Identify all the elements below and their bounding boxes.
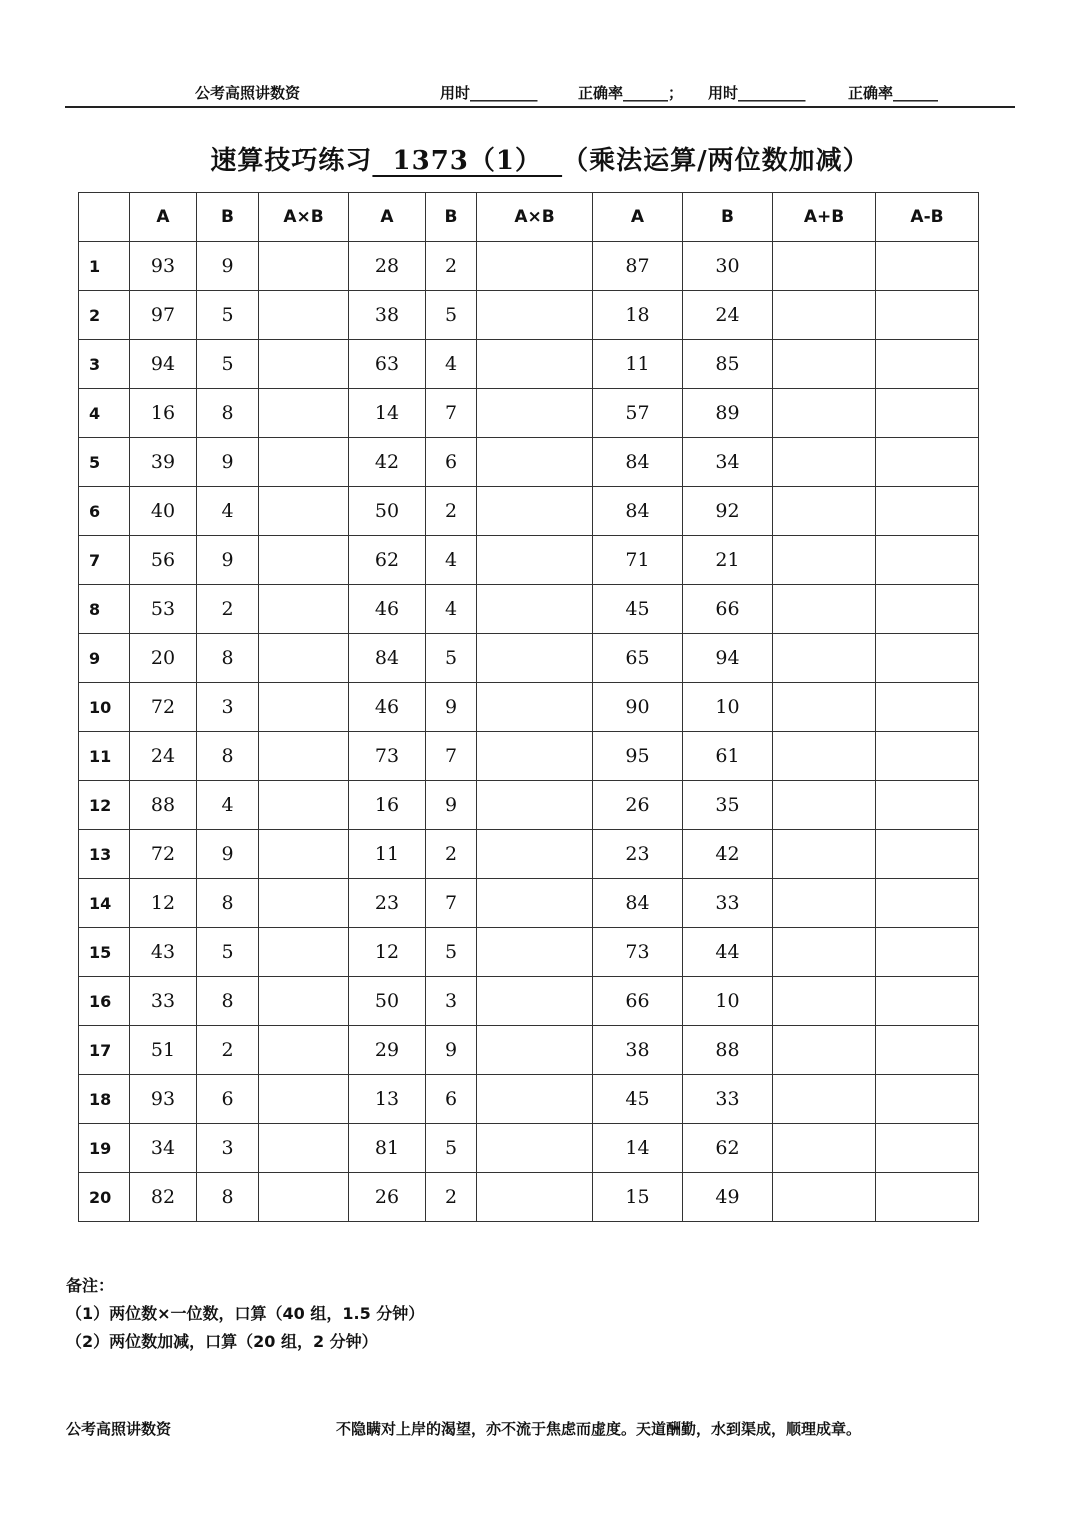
row-number: 19 [79,1124,130,1173]
operand-cell: 34 [683,438,773,487]
column-header: A [130,193,197,242]
operand-cell: 10 [683,977,773,1026]
answer-cell[interactable] [477,340,593,389]
answer-cell[interactable] [259,536,349,585]
answer-cell[interactable] [773,438,876,487]
answer-cell[interactable] [477,389,593,438]
table-row [79,585,979,634]
operand-cell: 81 [349,1124,426,1173]
operand-cell: 84 [593,879,683,928]
operand-cell: 56 [130,536,197,585]
operand-cell: 14 [349,389,426,438]
operand-cell: 30 [683,242,773,291]
answer-cell[interactable] [477,536,593,585]
column-header: B [426,193,477,242]
operand-cell: 90 [593,683,683,732]
answer-cell[interactable] [259,585,349,634]
page-title [0,140,1080,177]
operand-cell: 23 [593,830,683,879]
operand-cell: 50 [349,487,426,536]
answer-cell[interactable] [259,291,349,340]
column-header: A [349,193,426,242]
operand-cell: 11 [349,830,426,879]
answer-cell[interactable] [259,438,349,487]
operand-cell: 65 [593,634,683,683]
operand-cell: 9 [426,781,477,830]
operand-cell: 16 [349,781,426,830]
operand-cell: 50 [349,977,426,1026]
answer-cell[interactable] [876,928,979,977]
row-number: 5 [79,438,130,487]
answer-cell[interactable] [876,1173,979,1222]
title-code: 1373（1） [372,146,563,176]
row-number: 4 [79,389,130,438]
answer-cell[interactable] [477,683,593,732]
answer-cell[interactable] [876,1124,979,1173]
row-number: 16 [79,977,130,1026]
row-number: 10 [79,683,130,732]
table-row [79,536,979,585]
operand-cell: 66 [593,977,683,1026]
operand-cell: 2 [197,585,259,634]
operand-cell: 28 [349,242,426,291]
table-row [79,1075,979,1124]
operand-cell: 24 [683,291,773,340]
operand-cell: 29 [349,1026,426,1075]
table-row [79,781,979,830]
answer-cell[interactable] [259,242,349,291]
operand-cell: 8 [197,732,259,781]
answer-cell[interactable] [773,487,876,536]
answer-cell[interactable] [773,977,876,1026]
column-header: A-B [876,193,979,242]
table-row [79,340,979,389]
answer-cell[interactable] [477,291,593,340]
operand-cell: 2 [426,487,477,536]
note-line-2: （2）两位数加减，口算（20 组，2 分钟） [66,1332,378,1351]
answer-cell[interactable] [477,1173,593,1222]
row-number: 11 [79,732,130,781]
answer-cell[interactable] [876,291,979,340]
title-suffix: （乘法运算/两位数加减） [562,146,870,176]
operand-cell: 66 [683,585,773,634]
row-number: 12 [79,781,130,830]
operand-cell: 23 [349,879,426,928]
operand-cell: 8 [197,977,259,1026]
operand-cell: 3 [426,977,477,1026]
operand-cell: 84 [349,634,426,683]
operand-cell: 12 [349,928,426,977]
header-brand: 公考高照讲数资 [195,84,301,102]
operand-cell: 8 [197,389,259,438]
answer-cell[interactable] [876,1075,979,1124]
operand-cell: 26 [349,1173,426,1222]
operand-cell: 73 [349,732,426,781]
operand-cell: 9 [426,683,477,732]
answer-cell[interactable] [876,781,979,830]
answer-cell[interactable] [259,683,349,732]
operand-cell: 16 [130,389,197,438]
footer-motto: 不隐瞒对上岸的渴望，亦不流于焦虑而虚度。天道酬勤，水到渠成，顺理成章。 [336,1420,862,1438]
operand-cell: 94 [130,340,197,389]
operand-cell: 38 [593,1026,683,1075]
operand-cell: 2 [426,830,477,879]
row-number: 17 [79,1026,130,1075]
operand-cell: 5 [426,928,477,977]
operand-cell: 42 [349,438,426,487]
table-row [79,928,979,977]
operand-cell: 9 [197,830,259,879]
operand-cell: 63 [349,340,426,389]
row-number: 9 [79,634,130,683]
operand-cell: 62 [349,536,426,585]
column-header: A+B [773,193,876,242]
answer-cell[interactable] [477,438,593,487]
title-prefix: 速算技巧练习 [210,146,373,176]
answer-cell[interactable] [773,242,876,291]
operand-cell: 4 [426,585,477,634]
operand-cell: 92 [683,487,773,536]
operand-cell: 9 [197,242,259,291]
answer-cell[interactable] [876,536,979,585]
table-row [79,291,979,340]
operand-cell: 89 [683,389,773,438]
row-number: 13 [79,830,130,879]
operand-cell: 33 [683,879,773,928]
operand-cell: 9 [197,438,259,487]
page-header [65,78,1015,108]
column-header: A×B [259,193,349,242]
answer-cell[interactable] [773,879,876,928]
answer-cell[interactable] [773,732,876,781]
operand-cell: 6 [197,1075,259,1124]
answer-cell[interactable] [477,487,593,536]
answer-cell[interactable] [477,242,593,291]
operand-cell: 73 [593,928,683,977]
operand-cell: 5 [197,291,259,340]
operand-cell: 4 [426,340,477,389]
operand-cell: 10 [683,683,773,732]
operand-cell: 5 [197,928,259,977]
answer-cell[interactable] [259,1173,349,1222]
operand-cell: 45 [593,585,683,634]
answer-cell[interactable] [773,1075,876,1124]
operand-cell: 3 [197,1124,259,1173]
operand-cell: 8 [197,1173,259,1222]
operand-cell: 82 [130,1173,197,1222]
row-number: 8 [79,585,130,634]
operand-cell: 85 [683,340,773,389]
answer-cell[interactable] [259,732,349,781]
answer-cell[interactable] [773,781,876,830]
answer-cell[interactable] [876,830,979,879]
operand-cell: 5 [426,634,477,683]
answer-cell[interactable] [773,1124,876,1173]
operand-cell: 94 [683,634,773,683]
table-row [79,683,979,732]
operand-cell: 46 [349,585,426,634]
operand-cell: 39 [130,438,197,487]
operand-cell: 40 [130,487,197,536]
operand-cell: 33 [130,977,197,1026]
answer-cell[interactable] [259,879,349,928]
accuracy-field-1[interactable]: 正确率______； [578,84,684,102]
answer-cell[interactable] [259,1124,349,1173]
answer-cell[interactable] [773,1026,876,1075]
table-row [79,1173,979,1222]
column-header: B [683,193,773,242]
answer-cell[interactable] [773,683,876,732]
answer-cell[interactable] [876,389,979,438]
operand-cell: 11 [593,340,683,389]
operand-cell: 21 [683,536,773,585]
operand-cell: 72 [130,830,197,879]
operand-cell: 88 [683,1026,773,1075]
answer-cell[interactable] [773,634,876,683]
operand-cell: 35 [683,781,773,830]
answer-cell[interactable] [773,928,876,977]
row-number: 14 [79,879,130,928]
operand-cell: 93 [130,242,197,291]
notes-section [66,1272,424,1356]
answer-cell[interactable] [477,732,593,781]
answer-cell[interactable] [876,585,979,634]
operand-cell: 93 [130,1075,197,1124]
answer-cell[interactable] [876,1026,979,1075]
operand-cell: 14 [593,1124,683,1173]
answer-cell[interactable] [773,340,876,389]
operand-cell: 84 [593,487,683,536]
operand-cell: 45 [593,1075,683,1124]
table-row [79,732,979,781]
answer-cell[interactable] [259,781,349,830]
operand-cell: 7 [426,732,477,781]
operand-cell: 88 [130,781,197,830]
answer-cell[interactable] [259,389,349,438]
answer-cell[interactable] [876,683,979,732]
operand-cell: 15 [593,1173,683,1222]
column-header: A×B [477,193,593,242]
answer-cell[interactable] [773,389,876,438]
note-line-1: （1）两位数×一位数，口算（40 组，1.5 分钟） [66,1304,425,1323]
answer-cell[interactable] [773,291,876,340]
answer-cell[interactable] [259,1026,349,1075]
operand-cell: 62 [683,1124,773,1173]
column-header: B [197,193,259,242]
table-header-row [79,193,979,242]
practice-table [78,192,979,1222]
table-row [79,487,979,536]
answer-cell[interactable] [477,1075,593,1124]
answer-cell[interactable] [477,830,593,879]
operand-cell: 61 [683,732,773,781]
answer-cell[interactable] [773,830,876,879]
answer-cell[interactable] [876,977,979,1026]
operand-cell: 6 [426,1075,477,1124]
operand-cell: 7 [426,879,477,928]
operand-cell: 6 [426,438,477,487]
operand-cell: 4 [426,536,477,585]
answer-cell[interactable] [876,732,979,781]
operand-cell: 43 [130,928,197,977]
answer-cell[interactable] [477,928,593,977]
answer-cell[interactable] [876,340,979,389]
operand-cell: 20 [130,634,197,683]
row-number: 1 [79,242,130,291]
operand-cell: 38 [349,291,426,340]
operand-cell: 2 [426,1173,477,1222]
answer-cell[interactable] [773,1173,876,1222]
operand-cell: 5 [426,291,477,340]
table-row [79,1026,979,1075]
answer-cell[interactable] [477,1124,593,1173]
operand-cell: 57 [593,389,683,438]
answer-cell[interactable] [876,634,979,683]
row-number: 6 [79,487,130,536]
answer-cell[interactable] [259,928,349,977]
row-number: 18 [79,1075,130,1124]
operand-cell: 95 [593,732,683,781]
row-number: 2 [79,291,130,340]
answer-cell[interactable] [259,830,349,879]
answer-cell[interactable] [477,977,593,1026]
table-row [79,242,979,291]
answer-cell[interactable] [259,977,349,1026]
operand-cell: 97 [130,291,197,340]
answer-cell[interactable] [259,487,349,536]
operand-cell: 5 [426,1124,477,1173]
table-row [79,879,979,928]
answer-cell[interactable] [477,879,593,928]
operand-cell: 42 [683,830,773,879]
operand-cell: 13 [349,1075,426,1124]
operand-cell: 49 [683,1173,773,1222]
operand-cell: 4 [197,487,259,536]
answer-cell[interactable] [259,634,349,683]
operand-cell: 44 [683,928,773,977]
column-header [79,193,130,242]
row-number: 7 [79,536,130,585]
answer-cell[interactable] [259,340,349,389]
accuracy-field-2[interactable]: 正确率______ [848,84,939,102]
answer-cell[interactable] [477,585,593,634]
operand-cell: 24 [130,732,197,781]
answer-cell[interactable] [259,1075,349,1124]
operand-cell: 2 [197,1026,259,1075]
table-row [79,389,979,438]
time-field-2[interactable]: 用时_________ [708,84,806,102]
row-number: 20 [79,1173,130,1222]
operand-cell: 33 [683,1075,773,1124]
operand-cell: 51 [130,1026,197,1075]
operand-cell: 26 [593,781,683,830]
row-number: 15 [79,928,130,977]
footer-brand: 公考高照讲数资 [66,1420,172,1438]
operand-cell: 3 [197,683,259,732]
time-field-1[interactable]: 用时_________ [440,84,538,102]
answer-cell[interactable] [876,879,979,928]
operand-cell: 53 [130,585,197,634]
operand-cell: 46 [349,683,426,732]
answer-cell[interactable] [477,634,593,683]
operand-cell: 87 [593,242,683,291]
answer-cell[interactable] [876,487,979,536]
operand-cell: 9 [197,536,259,585]
answer-cell[interactable] [477,781,593,830]
answer-cell[interactable] [773,536,876,585]
operand-cell: 5 [197,340,259,389]
operand-cell: 18 [593,291,683,340]
answer-cell[interactable] [876,242,979,291]
operand-cell: 34 [130,1124,197,1173]
column-header: A [593,193,683,242]
operand-cell: 71 [593,536,683,585]
operand-cell: 12 [130,879,197,928]
operand-cell: 9 [426,1026,477,1075]
answer-cell[interactable] [477,1026,593,1075]
operand-cell: 8 [197,879,259,928]
table-row [79,438,979,487]
notes-heading: 备注： [66,1276,115,1295]
table-row [79,634,979,683]
operand-cell: 84 [593,438,683,487]
operand-cell: 8 [197,634,259,683]
table-row [79,830,979,879]
table-row [79,1124,979,1173]
operand-cell: 2 [426,242,477,291]
operand-cell: 72 [130,683,197,732]
table-body [79,242,979,1222]
table-row [79,977,979,1026]
operand-cell: 4 [197,781,259,830]
row-number: 3 [79,340,130,389]
operand-cell: 7 [426,389,477,438]
answer-cell[interactable] [773,585,876,634]
answer-cell[interactable] [876,438,979,487]
